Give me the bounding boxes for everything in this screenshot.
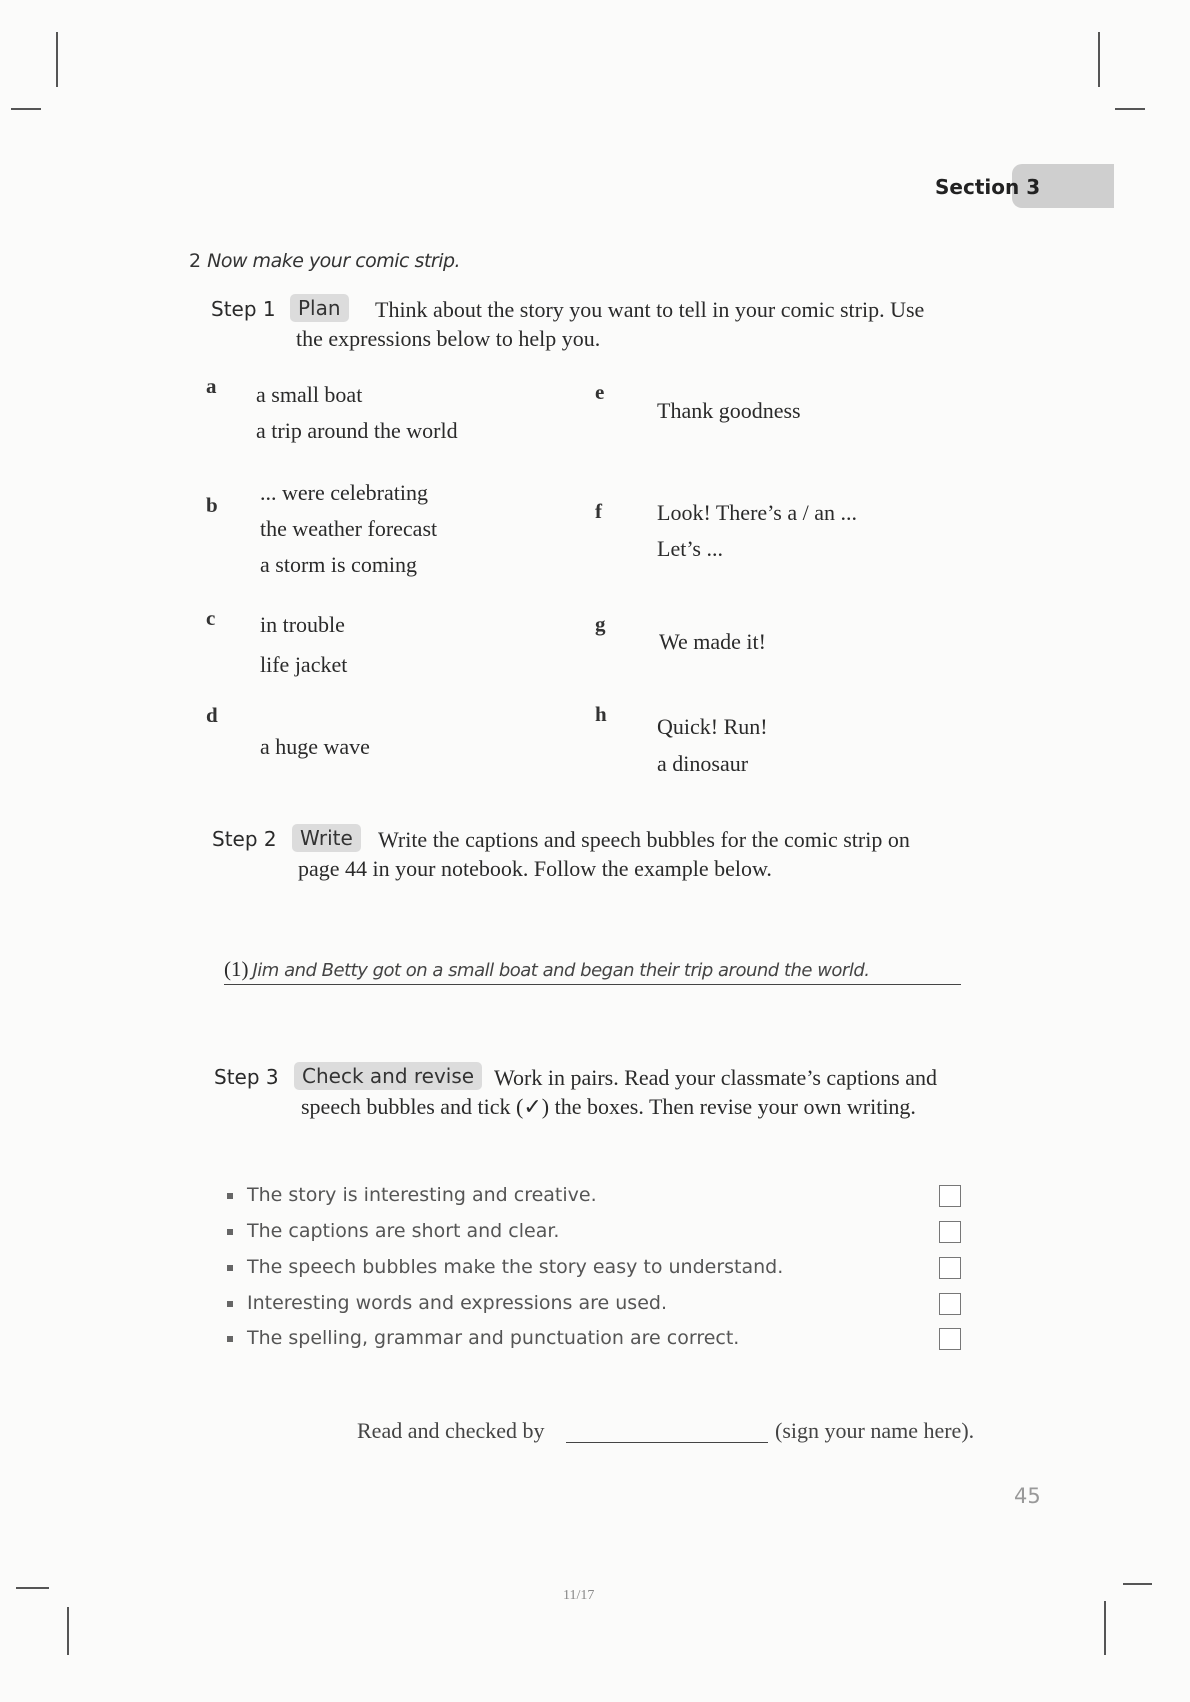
example-caption — [224, 957, 961, 985]
bullet-icon — [227, 1265, 233, 1271]
expression-item: Let’s ... — [657, 536, 723, 561]
checklist-checkbox[interactable] — [939, 1185, 961, 1207]
expression-item: Look! There’s a / an ... — [657, 500, 857, 525]
expression-letter: e — [595, 380, 605, 404]
task-title — [189, 250, 460, 272]
expression-item: the weather forecast — [260, 516, 438, 541]
step3-tag: Check and revise — [294, 1062, 482, 1090]
page-number: 45 — [1014, 1484, 1041, 1508]
crop-mark — [1098, 32, 1100, 87]
step1-instruction: Think about the story you want to tell in your comic strip. Use — [375, 297, 925, 322]
checklist-checkbox[interactable] — [939, 1293, 961, 1315]
checklist-item: Interesting words and expressions are used. — [247, 1292, 667, 1314]
expression-item: Thank goodness — [657, 398, 801, 423]
expression-item: in trouble — [260, 612, 345, 637]
crop-mark — [1104, 1601, 1106, 1655]
step2-label: Step 2 — [212, 827, 277, 851]
expression-item: a dinosaur — [657, 751, 749, 776]
checklist-item: The story is interesting and creative. — [247, 1184, 597, 1206]
step2-instruction: Write the captions and speech bubbles for the comic strip on — [378, 827, 910, 852]
expression-item: ... were celebrating — [260, 480, 428, 505]
example-number: (1) — [224, 957, 249, 981]
section-label: Section — [935, 175, 1020, 199]
bullet-icon — [227, 1336, 233, 1342]
task-number: 2 — [189, 250, 202, 272]
checklist-checkbox[interactable] — [939, 1257, 961, 1279]
checklist-checkbox[interactable] — [939, 1328, 961, 1350]
crop-mark — [16, 1587, 49, 1589]
checklist-checkbox[interactable] — [939, 1221, 961, 1243]
bullet-icon — [227, 1301, 233, 1307]
step1-label: Step 1 — [211, 297, 276, 321]
bullet-icon — [227, 1193, 233, 1199]
checklist-item: The speech bubbles make the story easy to understand. — [247, 1256, 784, 1278]
expression-item: We made it! — [659, 629, 766, 654]
crop-mark — [11, 108, 41, 110]
signoff-prefix: Read and checked by — [357, 1418, 545, 1443]
expression-letter: d — [206, 703, 218, 727]
task-title-text: Now make your comic strip. — [207, 250, 461, 272]
expression-item: a huge wave — [260, 734, 370, 759]
step2-tag: Write — [292, 824, 361, 852]
expression-letter: b — [206, 493, 218, 517]
step1-tag: Plan — [290, 294, 349, 322]
checklist-item: The captions are short and clear. — [247, 1220, 560, 1242]
crop-mark — [1115, 108, 1145, 110]
expression-item: a storm is coming — [260, 552, 418, 577]
step3-instruction: speech bubbles and tick (✓) the boxes. Then revise your own writing. — [301, 1094, 916, 1119]
step2-instruction: page 44 in your notebook. Follow the example below. — [298, 856, 772, 881]
expression-item: Quick! Run! — [657, 714, 768, 739]
expression-item: a trip around the world — [256, 418, 458, 443]
expression-item: a small boat — [256, 382, 363, 407]
crop-mark — [67, 1607, 69, 1655]
step3-instruction: Work in pairs. Read your classmate’s captions and — [494, 1065, 938, 1090]
checklist-item: The spelling, grammar and punctuation are correct. — [247, 1327, 740, 1349]
scan-page-indicator: 11/17 — [563, 1588, 595, 1603]
signoff-suffix: (sign your name here). — [775, 1418, 975, 1443]
example-text: Jim and Betty got on a small boat and began their trip around the world. — [252, 960, 870, 981]
expression-item: life jacket — [260, 652, 348, 677]
expression-letter: c — [206, 606, 216, 630]
bullet-icon — [227, 1229, 233, 1235]
signature-line[interactable] — [566, 1442, 768, 1443]
crop-mark — [56, 32, 58, 87]
crop-mark — [1123, 1583, 1152, 1585]
expression-letter: h — [595, 702, 607, 726]
section-heading — [935, 175, 1040, 199]
expression-letter: g — [595, 612, 606, 636]
step1-instruction: the expressions below to help you. — [296, 326, 601, 351]
expression-letter: f — [595, 499, 602, 523]
section-number: 3 — [1026, 175, 1041, 199]
step3-label: Step 3 — [214, 1065, 279, 1089]
expression-letter: a — [206, 374, 217, 398]
